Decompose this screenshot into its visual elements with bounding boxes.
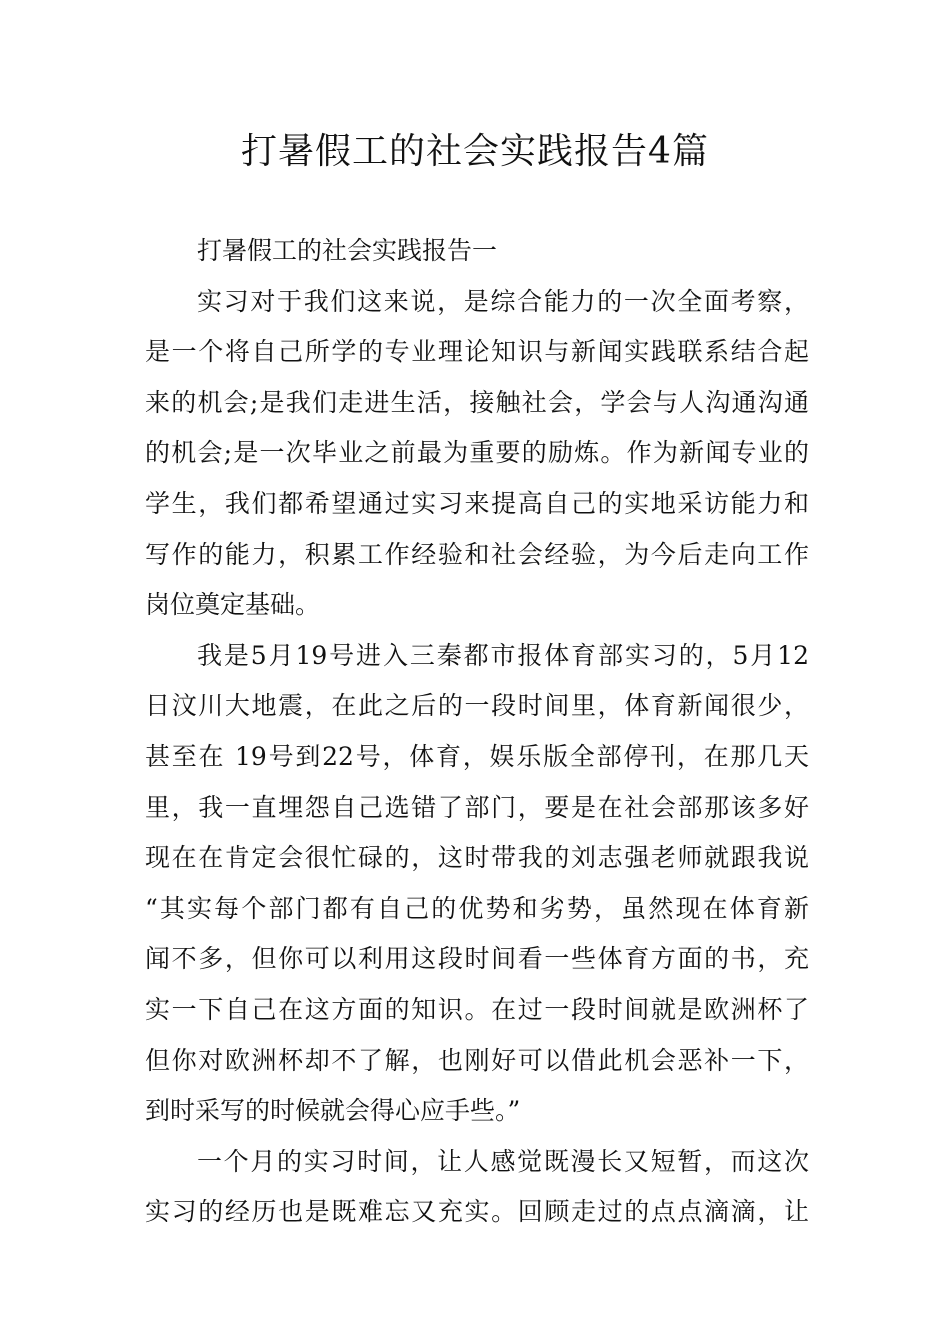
text-line: 现在在肯定会很忙碌的，这时带我的刘志强老师就跟我说 (145, 843, 809, 873)
text-line: 实习的经历也是既难忘又充实。回顾走过的点点滴滴，让 (145, 1197, 809, 1227)
text-line: 到时采写的时候就会得心应手些。” (145, 1096, 521, 1126)
text-line: “其实每个部门都有自己的优势和劣势，虽然现在体育新 (145, 893, 809, 923)
text-line: 写作的能力，积累工作经验和社会经验，为今后走向工作 (145, 539, 809, 569)
text-line: 的机会;是一次毕业之前最为重要的励炼。作为新闻专业的 (145, 438, 809, 468)
text-line: 实一下自己在这方面的知识。在过一段时间就是欧洲杯了 (145, 994, 809, 1024)
text-line: 日汶川大地震，在此之后的一段时间里，体育新闻很少， (145, 691, 809, 721)
text-line: 但你对欧洲杯却不了解，也刚好可以借此机会恶补一下， (145, 1045, 809, 1075)
text-line: 里，我一直埋怨自己选错了部门，要是在社会部那该多好 (145, 792, 809, 822)
document-title: 打暑假工的社会实践报告4篇 (241, 131, 709, 172)
text-line: 闻不多，但你可以利用这段时间看一些体育方面的书，充 (145, 944, 809, 974)
text-line: 打暑假工的社会实践报告一 (197, 236, 498, 265)
text-line: 甚至在 19号到22号，体育，娱乐版全部停刊，在那几天 (145, 741, 809, 771)
text-line: 岗位奠定基础。 (145, 590, 321, 620)
text-line: 来的机会;是我们走进生活，接触社会，学会与人沟通沟通 (145, 387, 809, 417)
text-line: 学生，我们都希望通过实习来提高自己的实地采访能力和 (145, 488, 809, 518)
text-line: 实习对于我们这来说，是综合能力的一次全面考察， (197, 286, 809, 316)
document-body (145, 226, 809, 1238)
text-line: 一个月的实习时间，让人感觉既漫长又短暂，而这次 (197, 1146, 809, 1176)
text-line: 我是5月19号进入三秦都市报体育部实习的，5月12 (197, 640, 809, 670)
text-line: 是一个将自己所学的专业理论知识与新闻实践联系结合起 (145, 337, 809, 367)
